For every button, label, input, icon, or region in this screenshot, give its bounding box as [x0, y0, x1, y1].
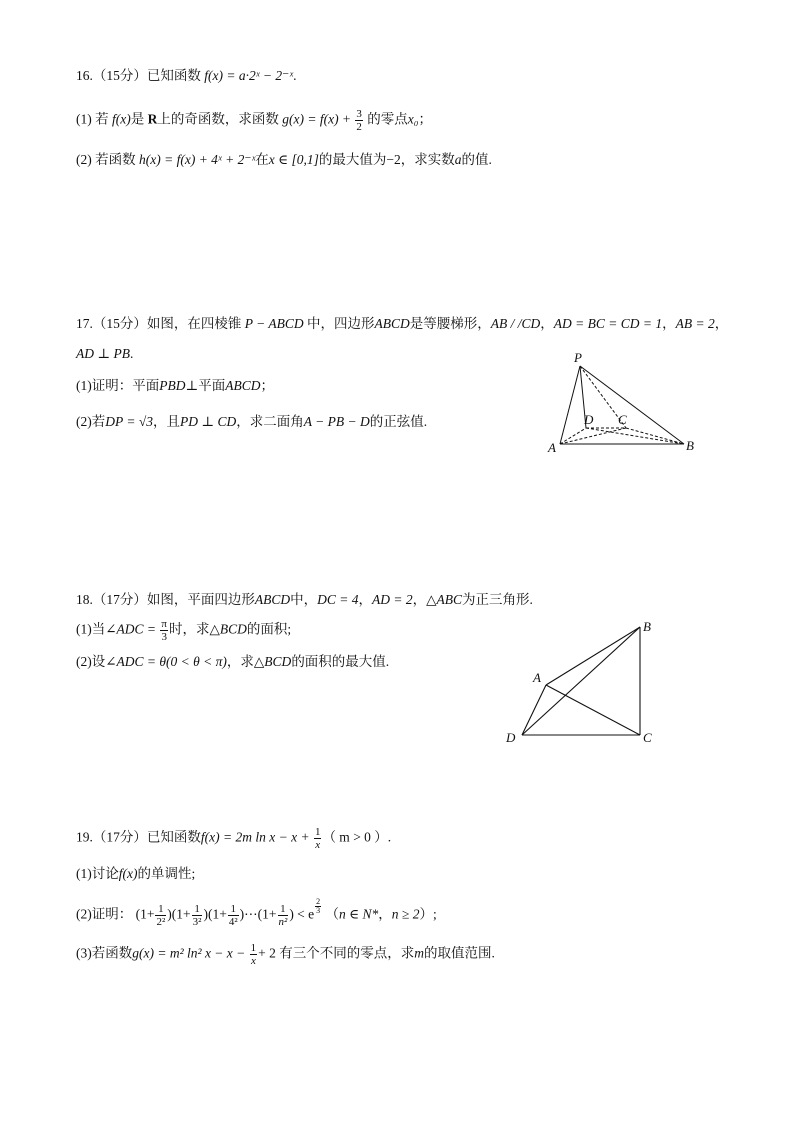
edge-PB [580, 366, 684, 444]
q19-header: 19.（17分）已知函数f(x) = 2m ln x − x + $\frac{1}{x}$ （ m > 0 ）. [76, 826, 392, 851]
q18-fraction: $\frac{\pi}{3}$ [161, 618, 167, 643]
label-B: B [643, 619, 651, 634]
label-D: D [506, 730, 516, 745]
q16-part1: (1) 若 f(x)是 R上的奇函数，求函数 g(x) = f(x) + $\frac{3}{2}$ 的零点x₀； [76, 108, 432, 133]
q16-header: 16.（15分）已知函数 f(x) = a·2ˣ − 2⁻ˣ. [76, 68, 297, 83]
q16-formula: f(x) = a·2ˣ − 2⁻ˣ [204, 68, 294, 83]
q17-condition: AD ⊥ PB. [76, 346, 134, 361]
q19-part3: (3)若函数g(x) = m² ln² x − x − $\frac{1}{x}$ + 2 有三个不同的零点，求m的取值范围. [76, 942, 495, 967]
label-P: P [574, 350, 582, 365]
label-B: B [686, 438, 694, 453]
q18-part2: (2)设∠ADC = θ(0 < θ < π)，求△BCD的面积的最大值. [76, 654, 390, 669]
exp-fraction: $\frac{2}{3}$ [316, 897, 321, 915]
q19-part1: (1)讨论f(x)的单调性; [76, 866, 196, 881]
label-A: A [533, 670, 541, 685]
q16-part2: (2) 若函数 h(x) = f(x) + 4ˣ + 2⁻ˣ在x ∈ [0,1]的最大值为−2，求实数a的值. [76, 152, 492, 167]
quadrilateral-figure [500, 615, 670, 750]
q17-part2: (2)若DP = √3，且PD ⊥ CD，求二面角A − PB − D的正弦值. [76, 414, 428, 429]
pyramid-figure [540, 348, 700, 458]
edge-PA [560, 366, 580, 444]
q18-header: 18.（17分）如图，平面四边形ABCD中，DC = 4，AD = 2，△ABC为正三角形. [76, 592, 533, 607]
label-A: A [548, 440, 556, 455]
edge-AB [546, 627, 640, 685]
edge-DB [586, 428, 684, 444]
label-C: C [618, 412, 627, 427]
q18-part1: (1)当∠ADC = $\frac{\pi}{3}$ 时，求△BCD的面积; [76, 618, 292, 643]
label-C: C [643, 730, 652, 745]
q19-fraction: $\frac{1}{x}$ [314, 826, 321, 851]
edge-DA [522, 685, 546, 735]
edge-CB [626, 428, 684, 444]
edge-AC [560, 428, 626, 444]
q17-header: 17.（15分）如图，在四棱锥 P − ABCD 中，四边形ABCD是等腰梯形，AB / /CD，AD = BC = CD = 1，AB = 2， [76, 316, 729, 331]
q19-part2: (2)证明： (1+ $\frac{1}{\text{2²}}$ )(1+ $\frac{1}{\text{3²}}$ )(1+ $\frac{1}{\text{4²}}$ )⋯(1+ $\frac{1}{\text{n²}}$ ) < e $\frac{2}{3}$ （n ∈ N*，n ≥ 2）; [76, 897, 437, 928]
q17-part1: (1)证明：平面PBD⊥平面ABCD； [76, 378, 274, 393]
edge-AC [546, 685, 640, 735]
q16-fraction: $\frac{3}{2}$ [356, 108, 362, 133]
label-D: D [584, 412, 594, 427]
